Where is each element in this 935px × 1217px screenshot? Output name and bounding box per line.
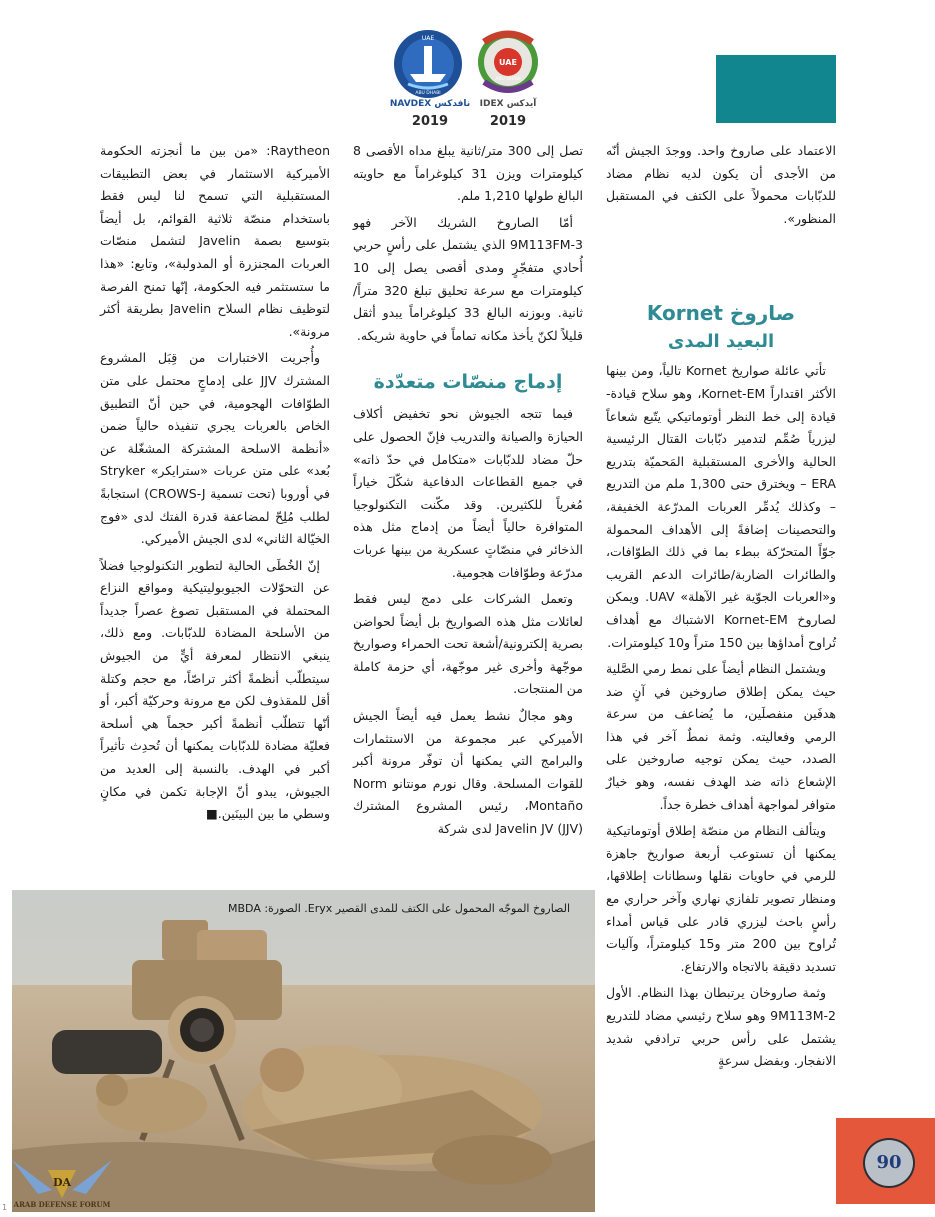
idex-year: 2019 (489, 114, 527, 129)
navdex-logo-uae-text: UAE (421, 35, 435, 42)
navdex-logo-abudhabi-text: ABU DHABI (415, 91, 441, 96)
forum-name: ARAB DEFENSE FORUM (13, 1200, 111, 1209)
column-middle-paragraph-3: فيما تتجه الجيوش نحو تخفيض أكلاف الحيازة والصيانة والتدريب فإنّ الحصول على حلّ مضاد للدبّابات «متكامل في حدّ ذاته» في جميع القطاعات الدفاعية شكّلَ خياراً مُغرياً للكثيرين. وقد مكّنت التكنولوجيا المتوافرة حالياً أيضاً من إدماج مثل هذه الذخائر في منصّاتٍ عسكرية من بينها عربات مدرّعة وطوّافات هجومية. (353, 406, 583, 580)
forum-logo-text: DA (52, 1176, 72, 1189)
column-middle-paragraph-2: أمّا الصاروخ الشريك الآخر فهو 9M113FM-3 الذي يشتمل على رأسٍ حربي أُحادي متفجّرٍ ومدى أقصى يصل إلى 10 كيلومترات مع سرعة تحليق تبلغ 320 متراً/ثانية. وبوزنه البالغ 33 كيلوغراماً يبدو أثقل قليلاً لكنّ يأخذ مكانه تماماً في حاوية شريكه. (353, 214, 583, 343)
article-column-left (100, 140, 330, 830)
article-column-right (606, 140, 836, 1077)
column-right-paragraph-3: ويتألف النظام من منصّة إطلاق أوتوماتيكية يمكنها أن تستوعب أربعة صواريخ جاهزة للرمي في حاويات نقلها وسطانات إطلاقها، ومنظار تصوير تلفازي نهاري وآخر حراري مع رأسٍ باحث ليزري قادر على قياس أمداء تُراوح بين 200 متر و15 كيلومتراً، وآليات تسديد دقيقة بالاتجاه والارتفاع. (606, 823, 836, 974)
column-middle-paragraph-4: وتعمل الشركات على دمج ليس فقط لعائلات مثل هذه الصواريخ بل أيضاً لحواضن بصرية إلكترونية/أشعة تحت الحمراء وصواريخ موجّهة وأخرى غير موجّهة، أي حزمة كاملة من المنتجات. (353, 591, 583, 697)
column-middle-paragraph-5: وهو مجالٌ نشط يعمل فيه أيضاً الجيش الأميركي عبر مجموعة من الاستثمارات والبرامج التي يمكنها أن توفّر مرونة أكبر للقوات المسلحة. وقال نورم مونتانو Norm Montaño، رئيس المشروع المشترك Javelin JV (JJV) لدى شركة (353, 708, 583, 837)
navdex-label: NAVDEX نافدكس (389, 99, 471, 109)
column-left-paragraph-3 (100, 555, 330, 826)
column-left-paragraph-3-text: إنّ الخُطَى الحالية لتطوير التكنولوجيا فضلاً عن التحوّلات الجيوبوليتيكية ومواقع النزاع المحتملة في المستقبل تصوغ عصراً جديداً من الأسلحة المضادة للدبّابات. ومع ذلك، ينبغي الانتظار لمعرفة أيٍّ من الجيوش سيتطلّب أنظمةً أكثر تراصّاً، مع حجم وكتلة أقل للمقذوف لكن مع مرونة وحركيّة أكبر، أو أنّها تتطلّب أنظمةً أكبر حجماً هي أسلحة فعليّة مضادة للدبّابات يمكنها أن تُحدِث تأثيراً أكبر في الهدف. بالنسبة إلى العديد من الجيوش، يبدو أنّ الإجابة تكمن في مكانٍ وسطي ما بين البينَين. (100, 557, 330, 822)
photo-caption: الصاروخ الموجّه المحمول على الكتف للمدى القصير Eryx. الصورة: MBDA (228, 902, 570, 915)
navdex-logo (394, 30, 462, 98)
column-left-paragraph-1: Raytheon: «من بين ما أنجزته الحكومة الأميركية الاستثمار في بعض التطبيقات المستقبلية التي تسمح لنا ليس فقط باستخدام منصّة ثلاثية القوائم، بل أيضاً بتوسيع بصمة Javelin لتشمل منصّات العربات المجنزرة أو المدولبة»، وتابع: «هذا ما ستستثمر فيه الحكومة، إنّها تمنح الفرصة لتوظيف نظام السلاح Javelin بطريقة أكثر مرونة». (100, 143, 330, 339)
event-logos (388, 22, 548, 134)
idex-logo-abudhabi-text: ABU DHABI (495, 77, 521, 82)
idex-label: IDEX آيدكس (479, 99, 537, 109)
article-end-mark: ■ (205, 806, 218, 822)
section-heading-kornet-sub: البعيد المدى (667, 331, 775, 353)
article-column-middle (353, 140, 583, 845)
section-heading-kornet: صاروخ Kornet (646, 301, 796, 326)
idex-logo-uae-text: UAE (499, 58, 517, 67)
column-right-paragraph-4: وثمة صاروخان يرتبطان بهذا النظام. الأول 9M113M-2 وهو سلاح رئيسي مضاد للتدريع يشتمل على رأس حربي ترادفي شديد الانفجار. وبفضل سرعةٍ (606, 985, 836, 1069)
idex-logo (478, 32, 538, 92)
column-right-paragraph-1: تأتي عائلة صواريخ Kornet تالياً، ومن بينها الأكثر اقتداراً Kornet-EM، وهو سلاح قيادة-قيادة إلى خط النظر أوتوماتيكي يتّبع شعاعاً ليزرياً صُمِّم لتدمير دبّابات القتال الرئيسية الحالية والأخرى المستقبلية المَحميّة بتدريع ERA – ويخترق حتى 1,300 ملم من التدريع – وكذلك يُدمِّر العربات المدرّعة الخفيفة، والتحصينات إضافةً إلى الأهداف المحمولة جوّاً المتحرّكة ببطء بما في ذلك الطوّافات، والطائرات الضاربة/طائرات الدعم القريب و«العربات الجوّية غير الآهلة» UAV. ويمكن لصاروخ Kornet-EM الاشتباك مع أهداف تُراوح أمداؤها بين 150 متراً و10 كيلومترات. (606, 363, 837, 650)
corner-mark: 1 (2, 1203, 8, 1212)
column-left-paragraph-2: وأُجريت الاختبارات من قِبَل المشروع المشترك JJV على إدماجٍ محتمل على متن الطوّافات الهجومية، في حين أنّ التطبيق الخاص بالعربات يجري تنفيذه حالياً ضمن «أنظمة الاسلحة المشتركة المشغّلة عن بُعد» على متن عربات «سترايكر» Stryker في أوروبا (تحت تسمية CROWS-J) استجابةً لطلب مُلِحّ لمضاعفة قدرة الفتك لدى «فوج الخيّالة الثاني» لدى الجيش الأميركي. (100, 350, 330, 547)
column-right-intro: الاعتماد على صاروخ واحد. ووجدَ الجيش أنّه من الأجدى أن يكون لديه نظام مضاد للدبّابات محمولاً على الكتف في المستقبل المنظور». (606, 143, 836, 226)
column-middle-paragraph-1: تصل إلى 300 متر/ثانية يبلغ مداه الأقصى 8 كيلومترات ويزن 31 كيلوغراماً مع حاويته البالغ طولها 1,210 ملم. (353, 143, 583, 204)
page-number: 90 (863, 1138, 915, 1188)
column-right-paragraph-2: ويشتمل النظام أيضاً على نمط رمي الصَّلية حيث يمكن إطلاق صاروخين في آنٍ ضد هدفَين منفصلَين، ما يُضاعف من سرعة الرمي وفعاليته. وثمة نمطٌ آخر في هذا الصدد، حيث يمكن توجيه صاروخين على الإشعاع ذاته ضد الهدف نفسه، وهو خيارٌ متوافر لمواجهة أهداف خطرة جداً. (606, 661, 836, 812)
navdex-year: 2019 (411, 114, 449, 129)
header-accent-tab (716, 55, 836, 123)
section-heading-integration: إدماج منصّات متعدّدة (373, 371, 563, 394)
